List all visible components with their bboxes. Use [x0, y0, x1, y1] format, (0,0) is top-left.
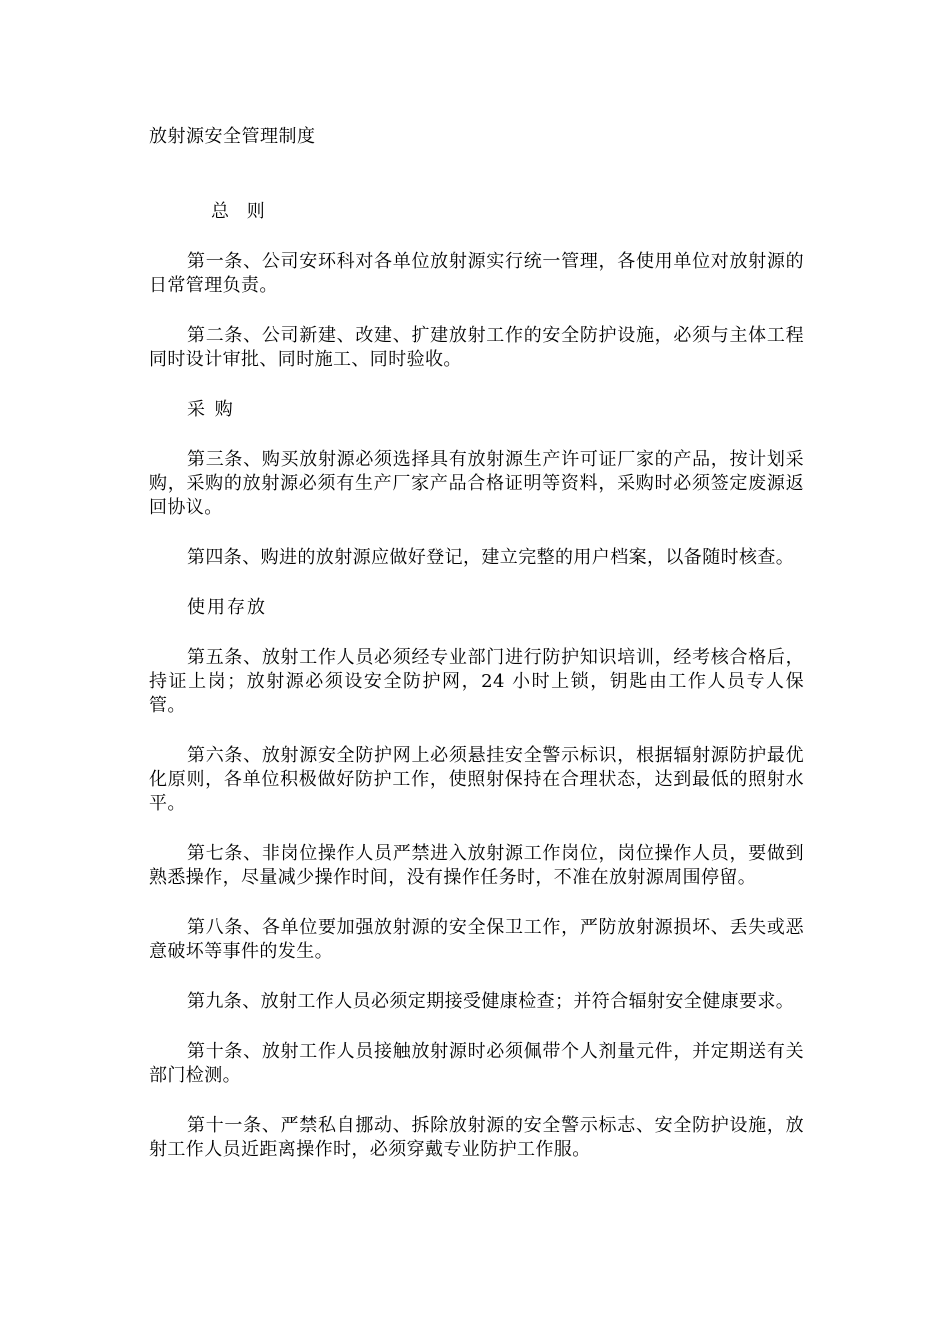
article-3: 第三条、购买放射源必须选择具有放射源生产许可证厂家的产品，按计划采购，采购的放射源必须有生产厂家产品合格证明等资料，采购时必须签定废源返回协议。 [149, 449, 804, 518]
section-heading-general: 总 则 [211, 201, 271, 222]
article-7: 第七条、非岗位操作人员严禁进入放射源工作岗位，岗位操作人员，要做到熟悉操作，尽量减少操作时间，没有操作任务时，不准在放射源周围停留。 [149, 843, 804, 888]
article-8: 第八条、各单位要加强放射源的安全保卫工作，严防放射源损坏、丢失或恶意破坏等事件的发生。 [149, 917, 804, 962]
article-9: 第九条、放射工作人员必须定期接受健康检查；并符合辐射安全健康要求。 [187, 991, 795, 1012]
document-title: 放射源安全管理制度 [149, 126, 316, 147]
article-6: 第六条、放射源安全防护网上必须悬挂安全警示标识，根据辐射源防护最优化原则，各单位积极做好防护工作，使照射保持在合理状态，达到最低的照射水平。 [149, 745, 804, 814]
article-11: 第十一条、严禁私自挪动、拆除放射源的安全警示标志、安全防护设施，放射工作人员近距离操作时，必须穿戴专业防护工作服。 [149, 1115, 804, 1160]
section-heading-use-storage: 使用存放 [187, 597, 267, 618]
article-5: 第五条、放射工作人员必须经专业部门进行防护知识培训，经考核合格后，持证上岗；放射源必须设安全防护网，24 小时上锁，钥匙由工作人员专人保管。 [149, 647, 804, 716]
article-2: 第二条、公司新建、改建、扩建放射工作的安全防护设施，必须与主体工程同时设计审批、同时施工、同时验收。 [149, 325, 804, 370]
article-4: 第四条、购进的放射源应做好登记，建立完整的用户档案，以备随时核查。 [187, 547, 795, 568]
article-1: 第一条、公司安环科对各单位放射源实行统一管理，各使用单位对放射源的日常管理负责。 [149, 251, 804, 296]
article-10: 第十条、放射工作人员接触放射源时必须佩带个人剂量元件，并定期送有关部门检测。 [149, 1041, 804, 1086]
document-body [149, 200, 804, 1188]
section-heading-procurement: 采 购 [187, 399, 235, 420]
